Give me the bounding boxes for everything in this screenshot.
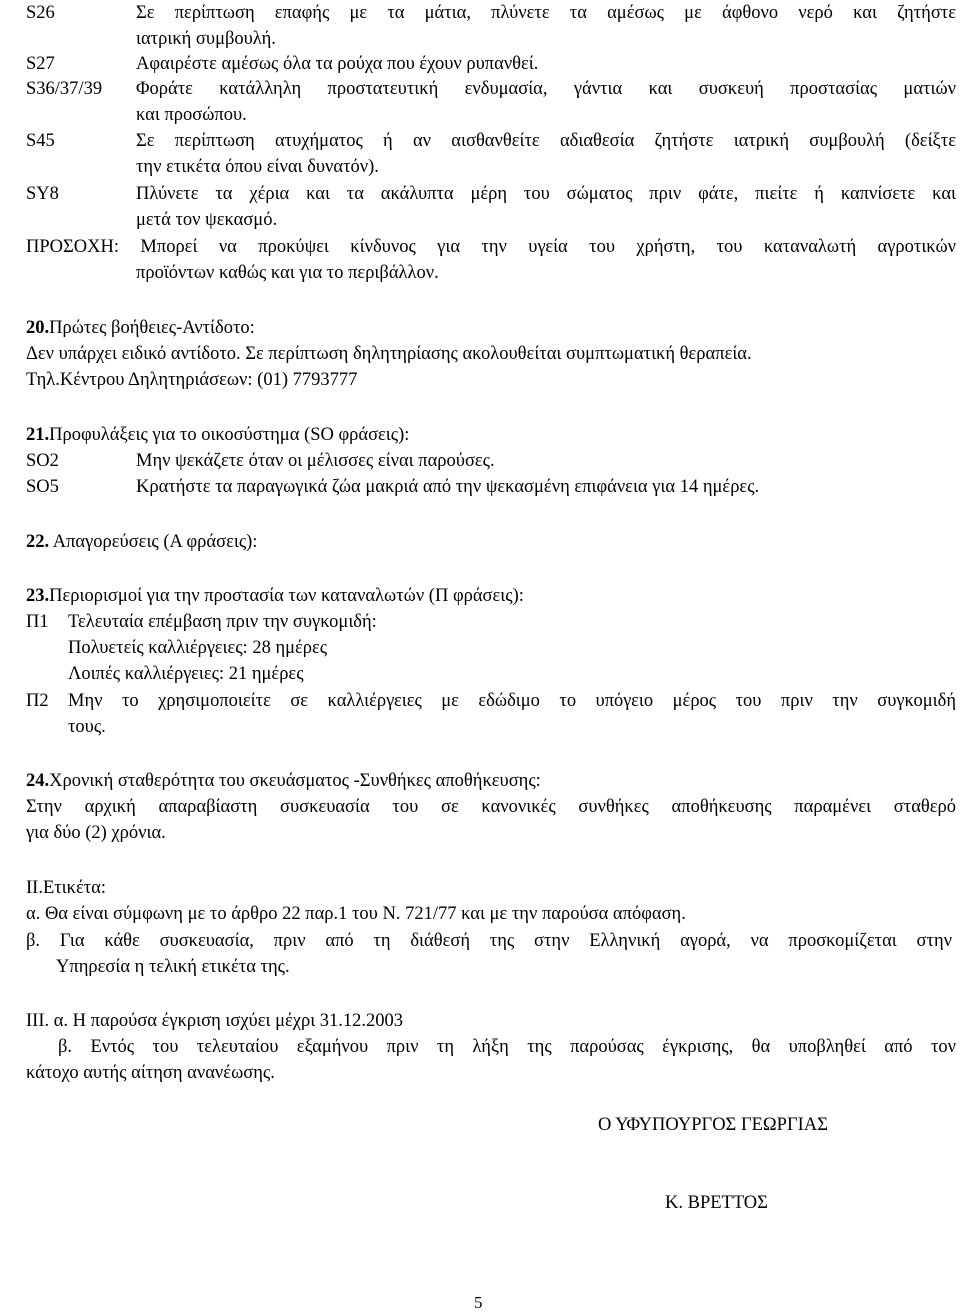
consumer-phrase-p2: Π2 Μην το χρησιμοποιείτε σε καλλιέργειες με εδώδιμο το υπόγειο μέρος του πριν την συγκομιδή τους. xyxy=(26,691,956,737)
section23-heading: 23.Περιορισμοί για την προστασία των καταναλωτών (Π φράσεις): xyxy=(26,586,524,606)
phrase-code: S36/37/39 xyxy=(26,79,103,99)
phrase-code: S27 xyxy=(26,54,55,74)
safety-phrase-s27 xyxy=(26,51,956,77)
approval-validity: ΙΙΙ. α. Η παρούσα έγκριση ισχύει μέχρι 31.12.2003 xyxy=(26,1011,404,1031)
section21-heading: 21.Προφυλάξεις για το οικοσύστημα (SO φράσεις): xyxy=(26,425,410,445)
consumer-phrase-p1: Π1 Τελευταία επέμβαση πριν την συγκομιδή: xyxy=(26,612,377,632)
section22-heading: 22. Απαγορεύσεις (Α φράσεις): xyxy=(26,532,258,552)
safety-phrase-s26 xyxy=(26,0,956,52)
phrase-text: Σε περίπτωση ατυχήματος ή αν αισθανθείτε αδιαθεσία ζητήστε ιατρική συμβουλή (δείξτε την ετικέτα όπου είναι δυνατόν). xyxy=(136,131,956,177)
warning-label: ΠΡΟΣΟΧΗ: xyxy=(26,237,119,257)
phrase-text: Φοράτε κατάλληλη προστατευτική ενδυμασία, γάντια και συσκευή προστασίας ματιών και προσώπου. xyxy=(136,79,956,125)
phrase-text: Αφαιρέστε αμέσως όλα τα ρούχα που έχουν ρυπανθεί. xyxy=(136,54,539,74)
phrase-text: Πλύνετε τα χέρια και τα ακάλυπτα μέρη του σώματος πριν φάτε, πιείτε ή καπνίσετε και μετά τον ψεκασμό. xyxy=(136,184,956,230)
eco-phrase-so5: SO5 Κρατήστε τα παραγωγικά ζώα μακριά από την ψεκασμένη επιφάνεια για 14 ημέρες. xyxy=(26,477,760,497)
warning-line1: ΠΡΟΣΟΧΗ: Μπορεί να προκύψει κίνδυνος για την υγεία του χρήστη, του καταναλωτή αγροτικών xyxy=(26,237,957,257)
safety-phrase-s45 xyxy=(26,128,956,180)
safety-phrase-s36-37-39 xyxy=(26,76,956,128)
safety-phrase-sy8 xyxy=(26,181,956,233)
label-section-heading: ΙΙ.Ετικέτα: xyxy=(26,878,107,898)
section24-body: Στην αρχική απαραβίαστη συσκευασία του σε κανονικές συνθήκες αποθήκευσης παραμένει σταθερό για δύο (2) χρόνια. xyxy=(26,797,956,843)
phrase-text: Σε περίπτωση επαφής με τα μάτια, πλύνετε τα αμέσως με άφθονο νερό και ζητήστε ιατρική συμβουλή. xyxy=(136,3,956,49)
phrase-code: S26 xyxy=(26,3,55,23)
signature-title: Ο ΥΦΥΠΟΥΡΓΟΣ ΓΕΩΡΓΙΑΣ xyxy=(598,1115,828,1135)
p1-sub-other: Λοιπές καλλιέργειες: 21 ημέρες xyxy=(68,664,304,684)
phrase-code: S45 xyxy=(26,131,55,151)
label-item-b: β. Για κάθε συσκευασία, πριν από τη διάθεσή της στην Ελληνική αγορά, να προσκομίζεται στην Υπηρεσία η τελική ετικέτα της. xyxy=(26,931,952,977)
page-number: 5 xyxy=(474,1293,483,1312)
section24-heading: 24.Χρονική σταθερότητα του σκευάσματος -Συνθήκες αποθήκευσης: xyxy=(26,771,541,791)
section20-line2: Τηλ.Κέντρου Δηλητηριάσεων: (01) 7793777 xyxy=(26,370,358,390)
warning-paragraph xyxy=(26,234,956,286)
label-item-a: α. Θα είναι σύμφωνη με το άρθρο 22 παρ.1 του Ν. 721/77 και με την παρούσα απόφαση. xyxy=(26,904,686,924)
section20-heading: 20.Πρώτες βοήθειες-Αντίδοτο: xyxy=(26,318,255,338)
p1-sub-perennial: Πολυετείς καλλιέργειες: 28 ημέρες xyxy=(68,638,328,658)
renewal-paragraph: β. Εντός του τελευταίου εξαμήνου πριν τη λήξη της παρούσας έγκρισης, θα υποβληθεί από τον κάτοχο αυτής αίτηση ανανέωσης. xyxy=(26,1037,956,1083)
eco-phrase-so2: SO2 Μην ψεκάζετε όταν οι μέλισσες είναι παρούσες. xyxy=(26,451,495,471)
signature-name: Κ. ΒΡΕΤΤΟΣ xyxy=(665,1193,768,1213)
section20-line1: Δεν υπάρχει ειδικό αντίδοτο. Σε περίπτωση δηλητηρίασης ακολουθείται συμπτωματική θεραπεία. xyxy=(26,344,752,364)
phrase-code: SY8 xyxy=(26,184,59,204)
warning-line2: προϊόντων καθώς και για το περιβάλλον. xyxy=(136,263,439,283)
